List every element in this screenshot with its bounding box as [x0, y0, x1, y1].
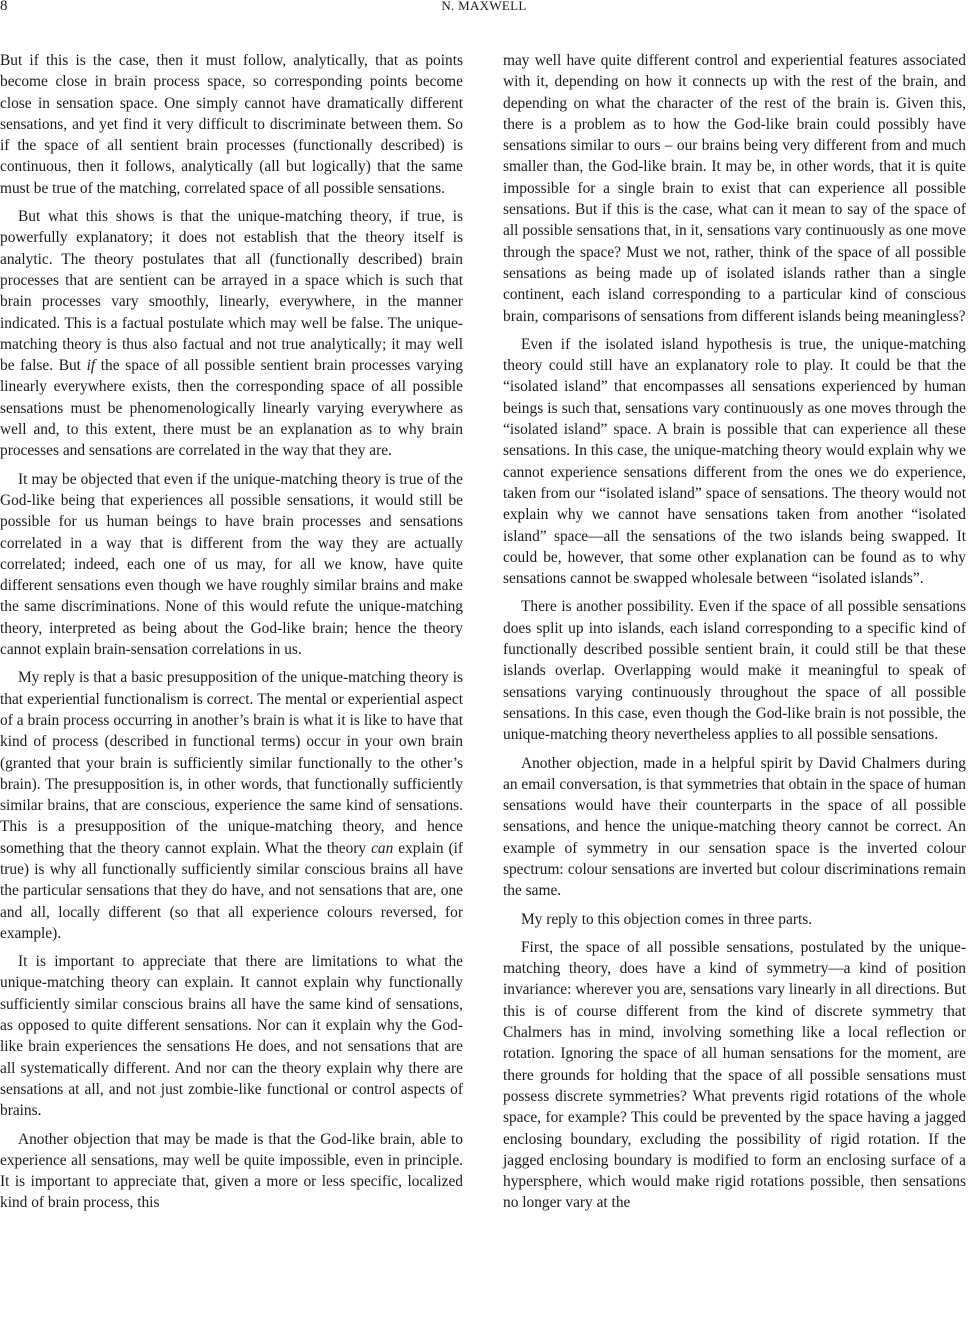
paragraph: Another objection, made in a helpful spirit by David Chalmers during an email conversation, is that symmetries that obtain in the space of human sensations would have their counterparts in the space of all possible sensations, and hence the unique-matching theory cannot be correct. An example of symmetry in our sensation space is the inverted colour spectrum: colour sensations are inverted but colour discriminations remain the same.	[503, 754, 966, 900]
paragraph: First, the space of all possible sensations, postulated by the unique-matching theory, does have a kind of symmetry—a kind of position invariance: wherever you are, sensations vary linearly in all directions. But this is of course different from the kind of discrete symmetry that Chalmers has in mind, involving something like a local reflection or rotation. Ignoring the space of all human sensations for the moment, are there grounds for holding that the space of all possible sensations must possess discrete symmetries? What prevents rigid rotations of the whole space, for example? This could be prevented by the space having a jagged enclosing boundary, excluding the possibility of rigid rotation. If the jagged enclosing boundary is modified to form an enclosing surface of a hypersphere, which would make rigid rotations possible, then sensations no longer vary at the	[503, 938, 966, 1212]
emphasis: if	[86, 357, 96, 375]
paragraph: There is another possibility. Even if the space of all possible sensations does split up into islands, each island corresponding to a specific kind of functionally described possible sentient brain, it could still be that these islands overlap. Overlapping would make it meaningful to speak of sensations varying continuously throughout the space of all possible sensations. In this case, even though the God-like brain is not possible, the unique-matching theory nevertheless applies to all possible sensations.	[503, 598, 966, 744]
paragraph: But if this is the case, then it must follow, analytically, that as points become close in brain process space, so corresponding points become close in sensation space. One simply cannot have dramatically different sensations, and yet find it very difficult to discriminate between them. So if the space of all sentient brain processes (functionally described) is continuous, then it follows, analytically (all but logically) that the same must be true of the matching, correlated space of all possible sensations.	[0, 52, 463, 197]
emphasis: can	[371, 839, 394, 857]
paragraph: may well have quite different control and experiential features associated with it, depending on how it connects up with the rest of the brain, and depending on what the character of the rest of the brain is. Given this, there is a problem as to how the God-like brain could possibly have sensations similar to ours – our brains being very different from and much smaller than, the God-like brain. It may be, in other words, that it is quite impossible for a single brain to exist that can experience all possible sensations. But if this is the case, what can it mean to say of the space of all possible sensations that, in it, sensations vary continuously as one move through the space? Must we not, rather, think of the space of all possible sensations as being made up of isolated islands rather than a single continent, each island corresponding to a particular kind of conscious brain, comparisons of sensations from different islands being meaningless?	[503, 52, 966, 325]
paragraph: But what this shows is that the unique-matching theory, if true, is powerfully explanatory; it does not establish that the theory itself is analytic. The theory postulates that all (functionally described) brain processes that are sentient can be arrayed in a space which is such that brain processes vary smoothly, linearly, everywhere, in the manner indicated. This is a factual postulate which may well be false. The unique-matching theory is thus also factual and not true analytically; it may well be false. But if the space of all possible sentient brain processes varying linearly everywhere exists, then the corresponding space of all possible sensations must be phenomenologically linearly varying everywhere as well and, to this extent, there must be an explanation as to why brain processes and sensations are correlated in the way that they are.	[0, 208, 463, 460]
paragraph: My reply is that a basic presupposition of the unique-matching theory is that experiential functionalism is correct. The mental or experiential aspect of a brain process occurring in another’s brain is what it is like to have that kind of process (described in functional terms) occur in your own brain (granted that your brain is sufficiently similar functionally to the other’s brain). The presupposition is, in other words, that functionally sufficiently similar brains, that are conscious, experience the same kind of sensations. This is a presupposition of the unique-matching theory, and hence something that the theory cannot explain. What the theory can explain (if true) is why all functionally sufficiently similar conscious brains all have the particular sensations that they do have, and not sensations that are, one and all, locally different (so that all experience colours reversed, for example).	[0, 669, 464, 942]
paragraph: My reply to this objection comes in three parts.	[521, 910, 813, 928]
left-column	[0, 50, 463, 1214]
running-head: N. MAXWELL	[441, 0, 527, 13]
page-header	[0, 0, 968, 20]
paragraph: It may be objected that even if the unique-matching theory is true of the God-like being that experiences all possible sensations, it would still be possible for us human beings to have brain processes and sensations correlated in a way that is different from the way they are actually correlated; indeed, each one of us may, for all we know, have quite different sensations even though we have roughly similar brains and make the same discriminations. None of this would refute the unique-matching theory, interpreted as being about the God-like brain; hence the theory cannot explain brain-sensation correlations in us.	[0, 470, 463, 659]
paragraph: Another objection that may be made is that the God-like brain, able to experience all sensations, may well be quite impossible, even in principle. It is important to appreciate that, given a more or less specific, localized kind of brain process, this	[0, 1130, 463, 1212]
right-column	[503, 50, 966, 1214]
page-number: 8	[0, 0, 8, 14]
paragraph: Even if the isolated island hypothesis is true, the unique-matching theory could still have an explanatory role to play. It could be that the “isolated island” that encompasses all sensations experienced by human beings is such that, sensations vary continuously as one moves through the “isolated island” space. A brain is possible that can experience all these sensations. In this case, the unique-matching theory would explain why we cannot experience sensations different from the ones we do experience, taken from our “isolated island” space of sensations. The theory would not explain why we cannot have sensations taken from another “isolated island” space—all the sensations of the two islands being swapped. It could be, however, that some other explanation can be found as to why sensations cannot be swapped wholesale between “isolated islands”.	[503, 335, 966, 588]
paragraph: It is important to appreciate that there are limitations to what the unique-matching theory can explain. It cannot explain why functionally sufficiently similar conscious brains all have the same kind of sensations, as opposed to quite different sensations. Nor can it explain why the God-like brain experiences the sensations He does, and not sensations that are all systematically different. And nor can the theory explain why there are sensations at all, and not just zombie-like functional or control aspects of brains.	[0, 953, 463, 1120]
